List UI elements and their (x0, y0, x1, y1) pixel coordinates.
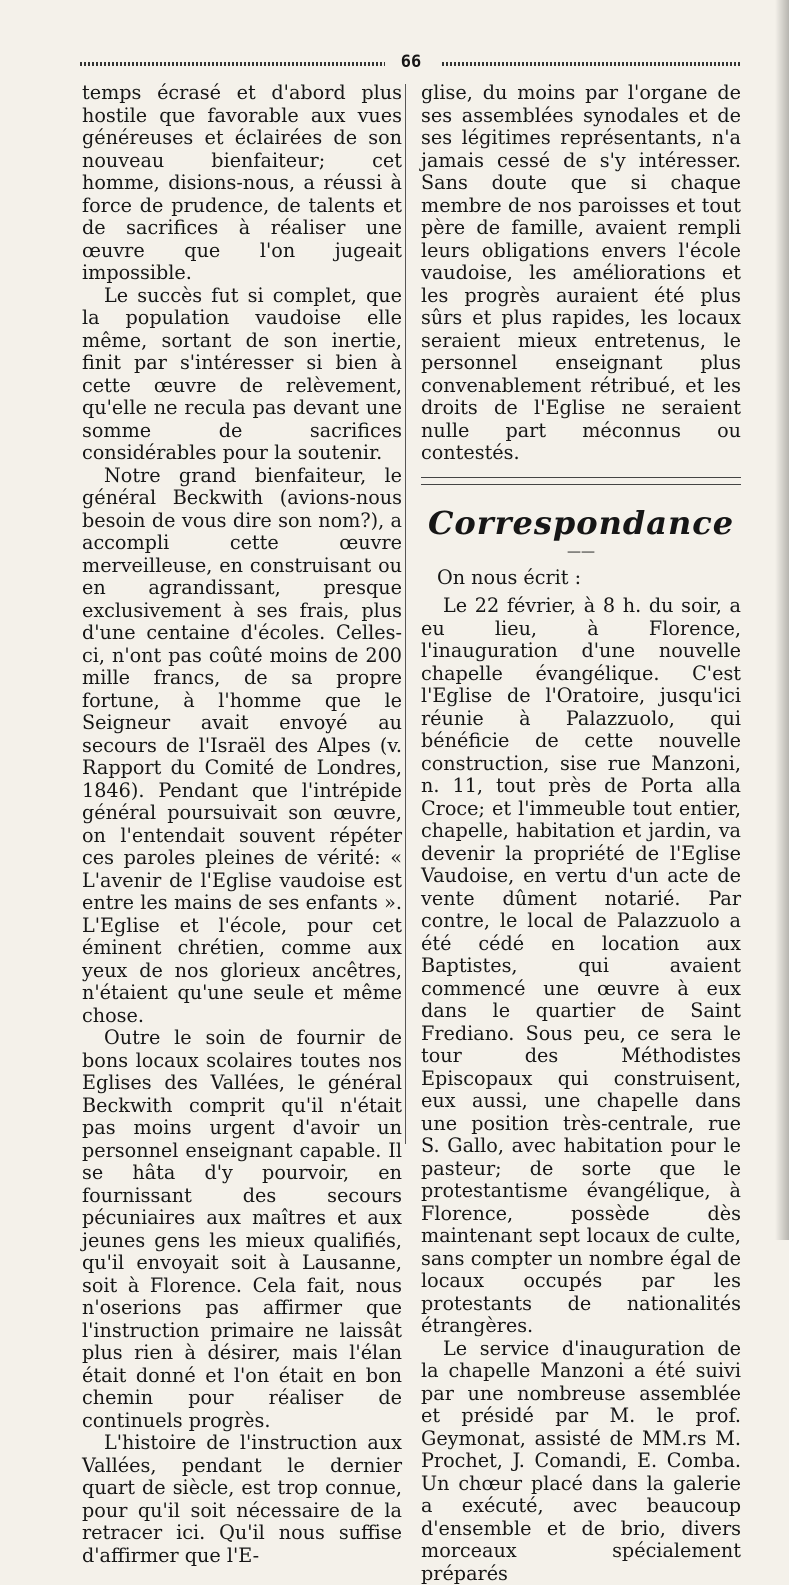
paragraph: Le succès fut si complet, que la population vaudoise elle même, sortant de son inertie, finit par s'intéresser si bien à cette œuvre de relèvement, qu'elle ne recula pas devant une somme de sacrifices considérables pour la soutenir. (82, 285, 402, 465)
paragraph: Outre le soin de fournir de bons locaux scolaires toutes nos Eglises des Vallées, le général Beckwith comprit qu'il n'était pas moins urgent d'avoir un personnel enseignant capable. Il se hâta d'y pourvoir, en fournissant des secours pécuniaires aux maîtres et aux jeunes gens les mieux qualifiés, qu'il envoyait soit à Lausanne, soit à Florence. Cela fait, nous n'oserions pas affirmer que l'instruction primaire ne laissât plus rien à désirer, mais l'élan était donné et l'on était en bon chemin pour réaliser de continuels progrès. (82, 1027, 402, 1432)
paragraph: Le service d'inauguration de la chapelle Manzoni a été suivi par une nombreuse assemblée et présidé par M. le prof. Geymonat, assisté de MM.rs M. Prochet, J. Comandi, E. Comba. Un chœur placé dans la galerie a exécuté, avec beaucoup d'ensemble et de brio, divers morceaux spécialement préparés (421, 1338, 741, 1585)
left-column (82, 82, 402, 1567)
column-divider (405, 84, 406, 1144)
section-title: Correspondance (421, 505, 741, 541)
paragraph: Notre grand bienfaiteur, le général Beckwith (avions-nous besoin de vous dire son nom?), a accompli cette œuvre merveilleuse, en construisant ou en agrandissant, presque exclusivement à ses frais, plus d'une centaine d'écoles. Celles-ci, n'ont pas coûté moins de 200 mille francs, de sa propre fortune, à l'homme que le Seigneur avait envoyé au secours de l'Israël des Alpes (v. Rapport du Comité de Londres, 1846). Pendant que l'intrépide général poursuivait son œuvre, on l'entendait souvent répéter ces paroles pleines de vérité: « L'avenir de l'Eglise vaudoise est entre les mains de ses enfants ». L'Eglise et l'école, pour cet éminent chrétien, comme aux yeux de nos glorieux ancêtres, n'étaient qu'une seule et même chose. (82, 465, 402, 1028)
paragraph: L'histoire de l'instruction aux Vallées, pendant le dernier quart de siècle, est trop connue, pour qu'il soit nécessaire de la retracer ici. Qu'il nous suffise d'affirmer que l'E- (82, 1432, 402, 1567)
page-header (80, 52, 742, 76)
paragraph: temps écrasé et d'abord plus hostile que favorable aux vues généreuses et éclairées de son nouveau bienfaiteur; cet homme, disions-nous, a réussi à force de prudence, de talents et de sacrifices à réaliser une œuvre que l'on jugeait impossible. (82, 82, 402, 285)
greeting-line: On nous écrit : (421, 567, 741, 590)
paragraph: glise, du moins par l'organe de ses assemblées synodales et de ses légitimes représentants, n'a jamais cessé de s'y intéresser. Sans doute que si chaque membre de nos paroisses et tout père de famille, avaient rempli leurs obligations envers l'école vaudoise, les améliorations et les progrès auraient été plus sûrs et plus rapides, les locaux seraient mieux entretenus, le personnel enseignant plus convenablement rétribué, et les droits de l'Eglise ne seraient nulle part méconnus ou contestés. (421, 82, 741, 465)
page-edge-shadow (775, 0, 789, 1240)
page-number: 66 (80, 52, 742, 72)
header-rule-right (442, 62, 742, 66)
section-divider (421, 477, 741, 485)
right-column (421, 82, 741, 1585)
paragraph: Le 22 février, à 8 h. du soir, a eu lieu, à Florence, l'inauguration d'une nouvelle chapelle évangélique. C'est l'Eglise de l'Oratoire, jusqu'ici réunie à Palazzuolo, qui bénéficie de cette nouvelle construction, sise rue Manzoni, n. 11, tout près de Porta alla Croce; et l'immeuble tout entier, chapelle, habitation et jardin, va devenir la propriété de l'Eglise Vaudoise, en vertu d'un acte de vente dûment notarié. Par contre, le local de Palazzuolo a été cédé en location aux Baptistes, qui avaient commencé une œuvre à eux dans le quartier de Saint Frediano. Sous peu, ce sera le tour des Méthodistes Episcopaux qui construisent, eux aussi, une chapelle dans une position très-centrale, rue S. Gallo, avec habitation pour le pasteur; de sorte que le protestantisme évangélique, à Florence, possède dès maintenant sept locaux de culte, sans compter un nombre égal de locaux occupés par les protestants de nationalités étrangères. (421, 595, 741, 1338)
title-dash: —— (421, 545, 741, 559)
